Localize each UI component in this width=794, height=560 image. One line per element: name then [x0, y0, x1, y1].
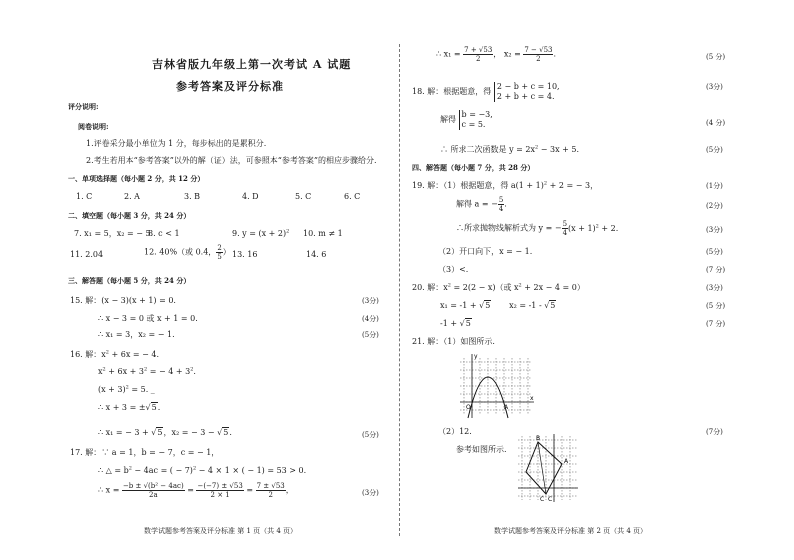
right-page-footer: 数学试题参考答案及评分标准 第 2 页（共 4 页） [494, 527, 648, 535]
q21-parabola-graph [456, 350, 536, 422]
left-page-footer: 数学试题参考答案及评分标准 第 1 页（共 4 页） [144, 527, 298, 535]
choice-answer-4: 4. D [242, 192, 259, 201]
document-subtitle: 参考答案及评分标准 [176, 80, 284, 93]
section-3-heading: 三、解答题（每小题 5 分，共 24 分） [68, 276, 191, 285]
q21-line-1: 21. 解：（1）如图所示. [412, 337, 495, 346]
q16-score-5: (5分) [362, 431, 379, 439]
q19-score-3: (3分) [706, 226, 723, 234]
fill-answer-8: 8. c < 1 [148, 229, 180, 238]
q15-line-3: ∴ x₁ = 3，x₂ = − 1. [98, 330, 175, 339]
q17-line-3: ∴ x = $\frac{\text{−b ± √(b² − 4ac)}}{2a}$ = $\frac{-(-7) \pm √53}{2 \times 1}$ = $\frac{7 \pm √53}{2}$ ， [98, 482, 294, 499]
q18-line-2: 解得 b = −3, c = 5. [440, 110, 493, 129]
q17-continued: ∴ x₁ = $\frac{7 + √53}{2}$ ， x₂ = $\frac{7 - √53}{2}$ . [436, 46, 557, 63]
q20-line-3: -1 + √5 [440, 319, 471, 328]
q19-line-2: 解得 a = − $\frac{5}{4}$ . [456, 196, 507, 213]
q16-line-5: ∴ x₁ = − 3 + √5，x₂ = − 3 − √5. [98, 428, 232, 437]
q16-line-2: $x^2 + 6x + 3^2$ = − $4 + 3^2$. [98, 366, 196, 376]
q15-line-1: 15. 解：(x − 3)(x + 1) = 0. [70, 296, 176, 305]
graph2-label-c2: C [548, 496, 553, 502]
q20-score-1: (3分) [706, 284, 723, 292]
q18-score-2: (4 分) [706, 119, 726, 127]
q20-line-1: 20. 解：$x^2 = 2(2 - x)$（或 $x^2 + 2x - 4 = 0$） [412, 282, 585, 292]
q19-line-1: 19. 解：（1）根据题意，得 $a(1 + 1)^2 + 2$ = − 3， [412, 180, 599, 190]
section-4-heading: 四、解答题（每小题 7 分，共 28 分） [412, 163, 535, 172]
graph1-point-a-label: A [504, 404, 509, 411]
q18-system-2: b = −3, c = 5. [459, 110, 493, 130]
choice-answer-3: 3. B [184, 192, 201, 201]
fill-answer-10: 10. m ≠ 1 [303, 229, 343, 238]
q19-score-2: (2分) [706, 202, 723, 210]
choice-answer-2: 2. A [124, 192, 140, 201]
q19-score-1: (1分) [706, 182, 723, 190]
fill-answer-9: 9. $y = (x + 2)^2$ [232, 228, 290, 238]
q18-line-1: 18. 解：根据题意，得 2 − b + c = 10, 2 + b + c = 4. [412, 82, 560, 101]
q21-score-2: (7分) [706, 428, 723, 436]
graph1-y-label: y [474, 353, 478, 360]
q19-score-4: (5分) [706, 248, 723, 256]
graph2-label-b: B [536, 435, 541, 442]
q21-line-3: 参考如图所示. [456, 445, 507, 454]
q20-score-2: (5 分) [706, 302, 726, 310]
q17-line-2: ∴ △ = $b^2 - 4ac$ = ( − 7)$^2$ − 4 × 1 × ( − 1) = 53 > 0. [98, 465, 307, 475]
q19-line-5: （3）<. [438, 265, 469, 274]
q15-score-1: (3分) [362, 297, 379, 305]
q20-score-3: (7 分) [706, 320, 726, 328]
graph1-x-label: x [530, 395, 534, 402]
graph1-origin-label: O [466, 404, 471, 411]
q18-score-3: (5分) [706, 146, 723, 154]
q16-line-3: $(x + 3)^2 = 5$. _ [98, 384, 155, 394]
grading-heading: 阅卷说明: [78, 122, 109, 131]
page-divider [399, 44, 400, 536]
grading-note-2: 2.考生若用本“参考答案”以外的解（证）法，可参照本“参考答案”的相应步骤给分. [86, 156, 377, 165]
q15-line-2: ∴ x − 3 = 0 或 x + 1 = 0. [98, 314, 198, 323]
graph2-label-a: A [564, 458, 569, 465]
graph2-label-c1: C [540, 496, 545, 502]
fill-answer-11: 11. 2.04 [70, 250, 104, 259]
grading-note-1: 1.评卷采分最小单位为 1 分，每步标出的是累积分. [86, 139, 267, 148]
q16-line-1: 16. 解：$x^2 + 6x$ = − 4. [70, 349, 160, 359]
q17-score-5: (5 分) [706, 53, 726, 61]
q15-score-2: (4分) [362, 315, 379, 323]
fill-answer-12: 12. 40%（或 0.4， $\frac{2}{5}$ ） [144, 244, 231, 261]
q15-score-3: (5分) [362, 331, 379, 339]
q19-line-4: （2）开口向下，x = − 1. [438, 247, 533, 256]
eval-heading: 评分说明: [68, 102, 99, 111]
document-title: 吉林省版九年级上第一次考试 A 试题 [152, 58, 352, 71]
fill-answer-13: 13. 16 [232, 250, 258, 259]
q18-system-1: 2 − b + c = 10, 2 + b + c = 4. [494, 82, 560, 102]
choice-answer-5: 5. C [295, 192, 312, 201]
section-2-heading: 二、填空题（每小题 3 分，共 24 分） [68, 211, 191, 220]
section-1-heading: 一、单项选择题（每小题 2 分，共 12 分） [68, 174, 205, 183]
q18-line-3: ∴ 所求二次函数是 $y = 2x^2 - 3x + 5$. [440, 144, 579, 154]
q20-line-2: x₁ = -1 + √5 x₂ = -1 - √5 [440, 301, 556, 310]
q19-line-3: ∴所求抛物线解析式为 y = − $\frac{5}{4}$ $(x + 1)^2 + 2$. [456, 220, 619, 237]
q16-line-4: ∴ x + 3 = ±√5. [98, 403, 161, 412]
q19-score-5: (7 分) [706, 266, 726, 274]
choice-answer-1: 1. C [76, 192, 93, 201]
q17-score-3: (3分) [362, 489, 379, 497]
q21-quadrilateral-graph [516, 432, 580, 502]
fill-answer-7: 7. x₁ = 5，x₂ = − 5 [74, 229, 151, 238]
fill-answer-14: 14. 6 [306, 250, 327, 259]
q21-line-2: （2）12. [438, 427, 472, 436]
q18-score-1: (3分) [706, 83, 723, 91]
q17-line-1: 17. 解：∵ a = 1，b = − 7，c = − 1， [70, 448, 220, 457]
choice-answer-6: 6. C [344, 192, 361, 201]
